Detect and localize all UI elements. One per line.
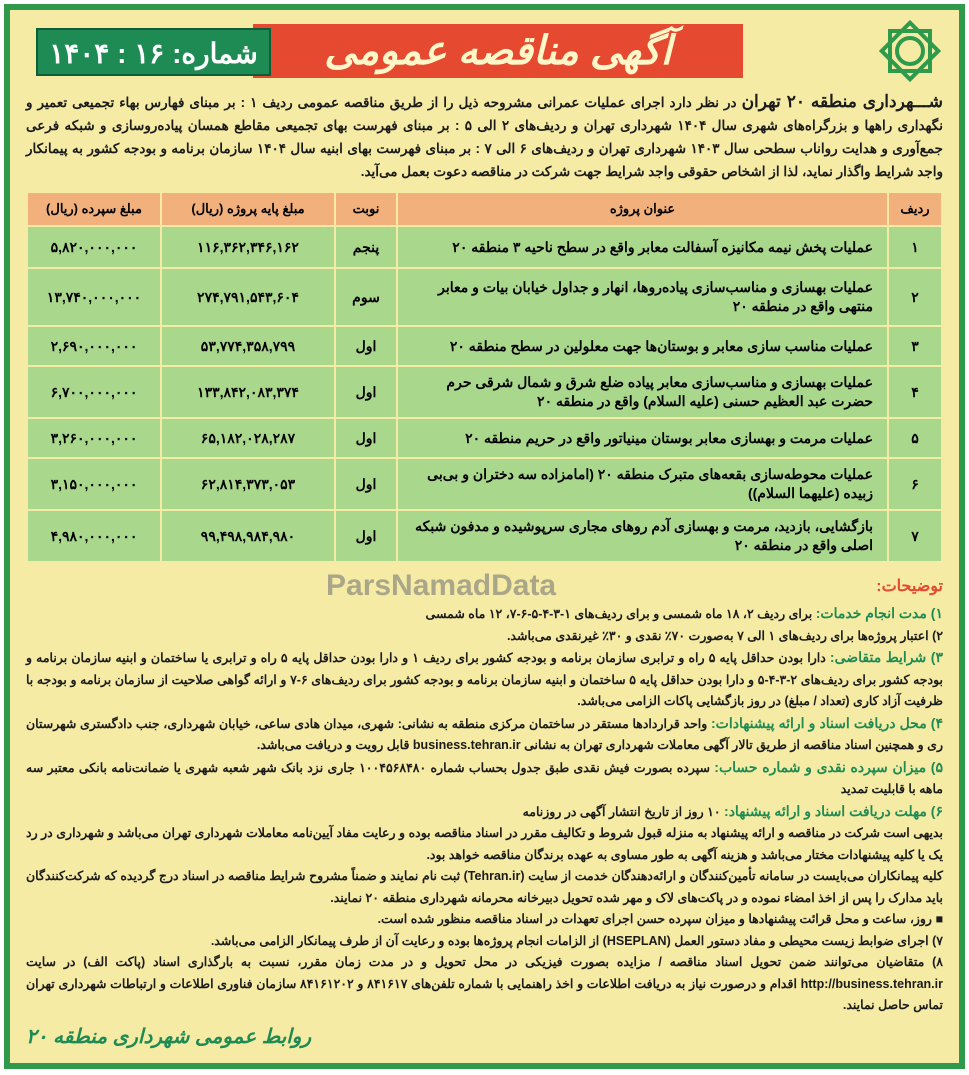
round: اول xyxy=(336,327,396,365)
column-header: مبلغ پایه پروژه (ریال) xyxy=(162,193,334,225)
base-amount: ۱۳۳,۸۴۲,۰۸۳,۳۷۴ xyxy=(162,367,334,417)
column-header: ردیف xyxy=(889,193,941,225)
note-text: دارا بودن حداقل پایه ۵ راه و ترابری سازمان برنامه و بودجه کشور برای ردیف ۱ و دارا بودن حداقل پایه ۵ راه و ترابری یا ساختمان و ابنیه سازمان برنامه و بودجه کشور برای ردیف‌های ۲-۳-۴-۵ و دارا بودن حداقل پایه ۵ ساختمان و ابنیه سازمان برنامه و بودجه کشور برای ردیف‌های ۶-۷ و ارائه گواهی صلاحیت از سازمان برنامه و بودجه با ظرفیت آزاد کاری (تعداد / مبلغ) در روز بازگشایی پاکات الزامی می‌باشد. xyxy=(26,651,944,708)
note-item xyxy=(26,931,943,953)
note-text: کلیه پیمانکاران می‌بایست در سامانه تأمین‌کنندگان و ارائه‌دهندگان خدمت از سایت (Tehran.ir) ثبت نام نمایند و ضمناً مشروح شرایط مناقصه در اسناد درج گردیده که شرکت‌کنندگان باید مدارک را پس از اخذ امضاء نموده و در پاکت‌های لاک و مهر شده تحویل دبیرخانه محرمانه شهرداری منطقه ۲۰ نمایند. xyxy=(26,869,943,905)
note-heading: ۴) محل دریافت اسناد و ارائه پیشنهادات: xyxy=(710,714,943,731)
round: سوم xyxy=(336,269,396,325)
note-text: بدیهی است شرکت در مناقصه و ارائه پیشنهاد به منزله قبول شروط و تکالیف مقرر در اسناد مناقصه بوده و رعایت مفاد آیین‌نامه معاملات شهرداری تهران می‌باشد و شهرداری در رد یک یا کلیه پیشنهادات مختار می‌باشد و هزینه آگهی به طور مساوی به عهده برندگان مناقصه خواهد بود. xyxy=(26,826,943,862)
note-item xyxy=(26,757,943,801)
column-header: نوبت xyxy=(336,193,396,225)
note-text: سپرده بصورت فیش نقدی طبق جدول بحساب شماره ۱۰۰۴۵۶۸۴۸۰ جاری نزد بانک شهر شعبه شهری یا ضمانت‌نامه بانکی معتبر سه ماهه با قابلیت تمدید xyxy=(26,760,943,796)
intro-paragraph xyxy=(26,90,943,183)
table-row xyxy=(28,227,941,267)
base-amount: ۶۵,۱۸۲,۰۲۸,۲۸۷ xyxy=(162,419,334,457)
note-text: ۱۰ روز از تاریخ انتشار آگهی در روزنامه xyxy=(522,804,725,819)
note-item xyxy=(26,713,943,757)
note-heading: ۵) میزان سپرده نقدی و شماره حساب: xyxy=(714,758,943,775)
deposit-amount: ۶,۷۰۰,۰۰۰,۰۰۰ xyxy=(28,367,160,417)
table-row xyxy=(28,511,941,561)
row-number: ۲ xyxy=(889,269,941,325)
column-header: مبلغ سپرده (ریال) xyxy=(28,193,160,225)
project-title: عملیات بهسازی و مناسب‌سازی پیاده‌روها، انهار و جداول خیابان بیات و معابر منتهی واقع در منطقه ۲۰ xyxy=(398,269,887,325)
notes-title: توضیحات: xyxy=(876,578,943,595)
notice-title: آگهی مناقصه عمومی xyxy=(253,24,743,78)
row-number: ۷ xyxy=(889,511,941,561)
table-row xyxy=(28,459,941,509)
project-title: بازگشایی، بازدید، مرمت و بهسازی آدم روهای مجاری سرپوشیده و مدفون شبکه اصلی واقع در منطقه ۲۰ xyxy=(398,511,887,561)
note-item xyxy=(26,866,943,909)
intro-text: در نظر دارد اجرای عملیات عمرانی مشروحه ذیل را از طریق مناقصه عمومی ردیف ۱ : بر مبنای فهارس بهاء تجمیعی تعمیر و نگهداری راهها و بزرگراه‌های شهری سال ۱۴۰۴ شهرداری تهران و ردیف‌های ۲ الی ۵ : بر مبنای فهرست بهای تجمیعی مقاطع همسان پیاده‌روسازی و شبکه فرعی جمع‌آوری و هدایت رواناب سطحی سال ۱۴۰۳ شهرداری تهران و ردیف‌های ۶ الی ۷ : بر مبنای فهرست بهای ابنیه سال ۱۴۰۴ سازمان برنامه و بودجه کشور به پیمانکار واجد شرایط واگذار نماید، لذا از اشخاص حقوقی واجد شرایط جهت شرکت در مناقصه دعوت بعمل می‌آید. xyxy=(26,95,944,179)
project-title: عملیات پخش نیمه مکانیزه آسفالت معابر واقع در سطح ناحیه ۳ منطقه ۲۰ xyxy=(398,227,887,267)
note-text: ۷) اجرای ضوابط زیست محیطی و مفاد دستور العمل (HSEPLAN) از الزامات انجام پروژه‌ها بوده و رعایت آن از طرف پیمانکار الزامی می‌باشد. xyxy=(210,933,943,948)
project-title: عملیات مناسب سازی معابر و بوستان‌ها جهت معلولین در سطح منطقه ۲۰ xyxy=(398,327,887,365)
intro-lead: شـــهرداری منطقه ۲۰ تهران xyxy=(741,92,943,111)
note-heading: ۶) مهلت دریافت اسناد و ارائه پیشنهاد: xyxy=(724,802,943,819)
table-row xyxy=(28,419,941,457)
project-title: عملیات محوطه‌سازی بقعه‌های متبرک منطقه ۲۰ (امامزاده سه دختران و بی‌بی زبیده (علیهما السلام)) xyxy=(398,459,887,509)
base-amount: ۹۹,۴۹۸,۹۸۴,۹۸۰ xyxy=(162,511,334,561)
deposit-amount: ۱۳,۷۴۰,۰۰۰,۰۰۰ xyxy=(28,269,160,325)
round: اول xyxy=(336,367,396,417)
round: پنجم xyxy=(336,227,396,267)
note-text: واحد قراردادها مستقر در ساختمان مرکزی منطقه به نشانی: شهری، میدان هادی ساعی، خیابان شهرداری، جنب دادگستری شهرستان ری و همچنین اسناد مناقصه از طریق تالار آگهی معاملات شهرداری تهران به نشانی business.tehran.ir قابل رویت و دریافت می‌باشد. xyxy=(26,716,943,752)
table-row xyxy=(28,327,941,365)
project-title: عملیات بهسازی و مناسب‌سازی معابر پیاده ضلع شرق و شمال شرقی حرم حضرت عبد العظیم حسنی (علیه السلام) واقع در منطقه ۲۰ xyxy=(398,367,887,417)
deposit-amount: ۴,۹۸۰,۰۰۰,۰۰۰ xyxy=(28,511,160,561)
deposit-amount: ۲,۶۹۰,۰۰۰,۰۰۰ xyxy=(28,327,160,365)
footer-signature: روابط عمومی شهرداری منطقه ۲۰ xyxy=(26,1025,312,1048)
tender-notice xyxy=(4,4,965,1069)
projects-table xyxy=(26,191,943,563)
table-header-row xyxy=(28,193,941,225)
note-text: ۲) اعتبار پروژه‌ها برای ردیف‌های ۱ الی ۷ به‌صورت ۷۰٪ نقدی و ۳۰٪ غیرنقدی می‌باشد. xyxy=(506,628,943,643)
deposit-amount: ۳,۱۵۰,۰۰۰,۰۰۰ xyxy=(28,459,160,509)
notes-header xyxy=(26,569,943,603)
base-amount: ۶۲,۸۱۴,۳۷۳,۰۵۳ xyxy=(162,459,334,509)
table-row xyxy=(28,367,941,417)
note-item xyxy=(26,603,943,626)
base-amount: ۱۱۶,۳۶۲,۳۴۶,۱۶۲ xyxy=(162,227,334,267)
watermark: ParsNamadData xyxy=(326,569,557,602)
notes-section xyxy=(26,603,943,1017)
note-text: ۸) متقاضیان می‌توانند ضمن تحویل اسناد مناقصه / مزایده بصورت فیزیکی در محل تحویل و در مدت زمان مقرر، نسبت به بارگذاری اسناد (پاکت الف) در سایت http://business.tehran.ir اقدام و درصورت نیاز به دریافت اطلاعات و اخذ راهنمایی با شماره تلفن‌های ۸۴۱۶۱۷ و ۸۴۱۶۱۲۰۲ سازمان فناوری اطلاعات و ارتباطات شهرداری تهران تماس حاصل نمایند. xyxy=(26,955,943,1012)
note-item xyxy=(26,909,943,931)
project-title: عملیات مرمت و بهسازی معابر بوستان مینیاتور واقع در حریم منطقه ۲۰ xyxy=(398,419,887,457)
base-amount: ۵۳,۷۷۴,۳۵۸,۷۹۹ xyxy=(162,327,334,365)
row-number: ۴ xyxy=(889,367,941,417)
deposit-amount: ۵,۸۲۰,۰۰۰,۰۰۰ xyxy=(28,227,160,267)
note-item xyxy=(26,823,943,866)
row-number: ۳ xyxy=(889,327,941,365)
note-item xyxy=(26,801,943,824)
note-heading: ۳) شرایط متقاضی: xyxy=(829,649,943,665)
row-number: ۱ xyxy=(889,227,941,267)
note-text: برای ردیف ۲، ۱۸ ماه شمسی و برای ردیف‌های ۱-۳-۴-۵-۶-۷، ۱۲ ماه شمسی xyxy=(425,607,816,621)
note-text: ■ روز، ساعت و محل قرائت پیشنهادها و میزان سپرده حسن اجرای تعهدات در اسناد مناقصه منظور شده است. xyxy=(377,912,943,926)
note-heading: ۱) مدت انجام خدمات: xyxy=(815,605,943,621)
base-amount: ۲۷۴,۷۹۱,۵۴۳,۶۰۴ xyxy=(162,269,334,325)
header xyxy=(26,10,943,88)
note-item xyxy=(26,952,943,1017)
note-item xyxy=(26,647,943,713)
tehran-municipality-logo-icon xyxy=(877,18,943,84)
row-number: ۵ xyxy=(889,419,941,457)
table-row xyxy=(28,269,941,325)
deposit-amount: ۳,۲۶۰,۰۰۰,۰۰۰ xyxy=(28,419,160,457)
note-item xyxy=(26,626,943,648)
notice-number: شماره: ۱۶ : ۱۴۰۴ xyxy=(36,28,271,76)
round: اول xyxy=(336,511,396,561)
row-number: ۶ xyxy=(889,459,941,509)
column-header: عنوان پروژه xyxy=(398,193,887,225)
round: اول xyxy=(336,419,396,457)
round: اول xyxy=(336,459,396,509)
